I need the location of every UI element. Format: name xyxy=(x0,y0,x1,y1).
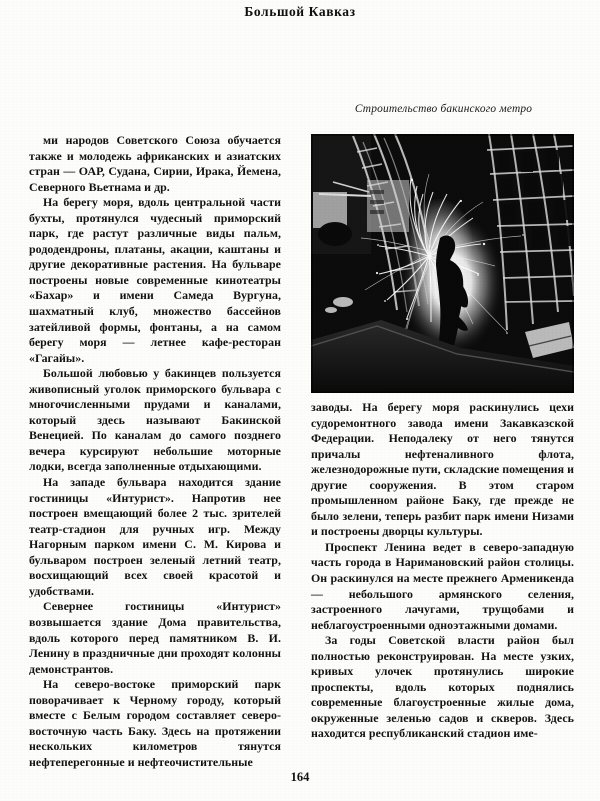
paragraph: На западе бульвара находится здание гостиницы «Интурист». Напротив нее построен вмещающий более 2 тыс. зрителей театр-стадион для ручных игр. Между Нагорным парком имени С. М. Кирова и бульваром построен зеленый летний театр, восхищающий всех своей красотой и удобствами. xyxy=(29,475,281,598)
paragraph: За годы Советской власти район был полностью реконструирован. На месте узких, кривых улочек протянулись широкие проспекты, вдоль которых поднялись современные благоустроенные жилые дома, окруженные зеленью садов и скверов. Здесь находится республиканский стадион име- xyxy=(311,633,574,741)
paragraph: На берегу моря, вдоль центральной части бухты, протянулся чудесный приморский парк, где растут различные виды пальм, рододендроны, платаны, акации, каштаны и другие декоративные растения. На бульваре построены новые современные кинотеатры «Бахар» и имени Самеда Вургуна, шахматный клуб, множество бассейнов затейливой формы, фонтаны, а на самом берегу моря — летнее кафе-ресторан «Гагайы». xyxy=(29,195,281,365)
figure-caption: Строительство бакинского метро xyxy=(354,103,533,115)
page-number: 164 xyxy=(290,770,310,784)
running-head: Большой Кавказ xyxy=(244,4,356,19)
paragraph: Севернее гостиницы «Интурист» возвышается здание Дома правительства, вдоль которого перед памятником В. И. Ленину в праздничные дни проходят колонны демонстрантов. xyxy=(29,599,281,676)
figure xyxy=(311,134,574,393)
paragraph: Большой любовью у бакинцев пользуется живописный уголок приморского бульвара с многочисленными прудами и каналами, который здесь называют Бакинской Венецией. По каналам до самого позднего вечера курсируют небольшие моторные лодки, всегда заполненные отдыхающими. xyxy=(29,366,281,474)
paragraph: заводы. На берегу моря раскинулись цехи судоремонтного завода имени Закавказской Федерации. Неподалеку от него тянутся причалы нефтеналивного флота, железнодорожные пути, складские помещения и другие сооружения. В этом старом промышленном районе Баку, где прежде не было зелени, теперь разбит парк имени Низами и построены дворцы культуры. xyxy=(311,400,574,539)
right-text-column xyxy=(311,400,574,742)
left-text-column xyxy=(29,133,281,770)
paragraph: На северо-востоке приморский парк поворачивает к Черному городу, который вместе с Белым городом составляет северо-восточную часть Баку. Здесь на протяжении нескольких километров тянутся нефтеперегонные и нефтеочистительные xyxy=(29,677,281,769)
paragraph: Проспект Ленина ведет в северо-западную часть города в Наримановский район столицы. Он раскинулся на месте прежнего Арменикенда — небольшого армянского селения, застроенного лачугами, трущобами и неблагоустроенными одноэтажными домами. xyxy=(311,539,574,632)
paragraph: ми народов Советского Союза обучается также и молодежь африканских и азиатских стран — ОАР, Судана, Сирии, Ирака, Йемена, Северного Вьетнама и др. xyxy=(29,133,281,194)
metro-tunnel-construction-photo xyxy=(311,134,574,393)
